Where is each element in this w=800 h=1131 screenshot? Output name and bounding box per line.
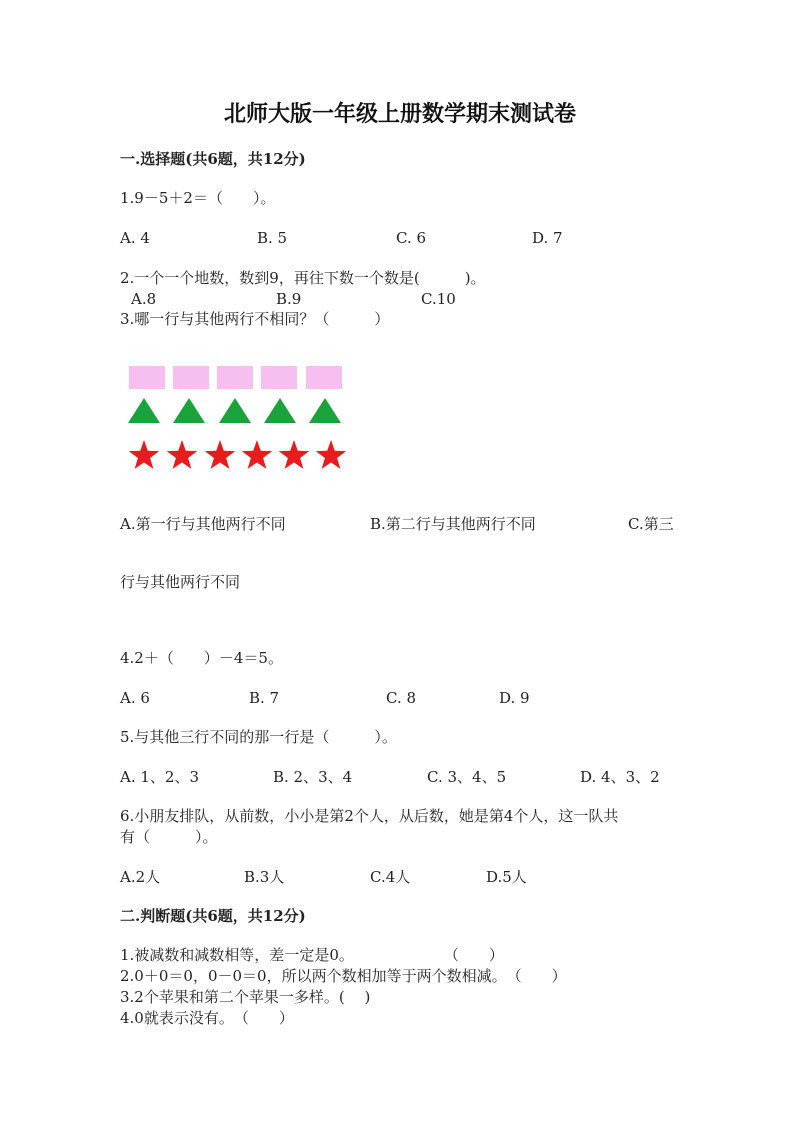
question-4-option-a: A. 6 bbox=[120, 689, 150, 707]
red-star bbox=[242, 440, 272, 469]
question-3-option-b: B.第二行与其他两行不同 bbox=[370, 515, 536, 533]
judgement-item-1: 1.被减数和减数相等，差一定是0。 （ ） bbox=[120, 946, 504, 964]
green-triangle bbox=[264, 398, 296, 423]
question-2-option-a: A.8 bbox=[131, 290, 157, 308]
question-3-figure bbox=[124, 360, 352, 480]
pink-rectangle bbox=[129, 366, 165, 389]
green-triangle bbox=[219, 398, 251, 423]
red-star bbox=[129, 440, 159, 469]
judgement-item-3: 3.2个苹果和第二个苹果一多样。( ) bbox=[120, 988, 371, 1006]
judgement-item-4: 4.0就表示没有。 （ ） bbox=[120, 1009, 294, 1027]
question-6-option-a: A.2人 bbox=[120, 868, 161, 886]
question-6-option-c: C.4人 bbox=[370, 868, 411, 886]
question-4-stem: 4.2＋（ ）－4＝5。 bbox=[120, 649, 283, 667]
question-3-stem: 3.哪一行与其他两行不相同？（ ） bbox=[120, 310, 390, 328]
question-1-stem: 1.9－5＋2＝（ ）。 bbox=[120, 189, 276, 207]
question-2-option-c: C.10 bbox=[421, 290, 456, 308]
question-1-option-c: C. 6 bbox=[396, 229, 427, 247]
section-heading-choice: 一.选择题(共6题，共12分) bbox=[120, 150, 306, 168]
question-1-option-b: B. 5 bbox=[257, 229, 288, 247]
question-3-option-c: C.第三 bbox=[628, 515, 674, 533]
question-5-option-a: A. 1、2、3 bbox=[120, 768, 199, 786]
question-4-option-c: C. 8 bbox=[386, 689, 417, 707]
question-5-option-c: C. 3、4、5 bbox=[427, 768, 507, 786]
figure-row-stars bbox=[129, 440, 346, 469]
green-triangle bbox=[309, 398, 341, 423]
question-5-option-b: B. 2、3、4 bbox=[273, 768, 353, 786]
figure-row-triangles bbox=[128, 398, 341, 423]
red-star bbox=[205, 440, 235, 469]
question-3-option-a: A.第一行与其他两行不同 bbox=[120, 515, 286, 533]
judgement-item-2: 2.0＋0＝0，0－0＝0，所以两个数相加等于两个数相减。 （ ） bbox=[120, 967, 567, 985]
question-1-option-a: A. 4 bbox=[120, 229, 150, 247]
question-2-stem: 2.一个一个地数，数到9，再往下数一个数是( )。 bbox=[120, 269, 486, 287]
question-5-option-d: D. 4、3、2 bbox=[580, 768, 660, 786]
figure-row-rectangles bbox=[129, 366, 342, 389]
pink-rectangle bbox=[261, 366, 297, 389]
question-2-option-b: B.9 bbox=[276, 290, 302, 308]
question-6-stem-line2: 有（ ）。 bbox=[120, 828, 218, 846]
pink-rectangle bbox=[217, 366, 253, 389]
question-6-option-d: D.5人 bbox=[486, 868, 527, 886]
pink-rectangle bbox=[173, 366, 209, 389]
question-6-stem-line1: 6.小朋友排队，从前数，小小是第2个人，从后数，她是第4个人，这一队共 bbox=[120, 807, 619, 825]
red-star bbox=[167, 440, 197, 469]
question-5-stem: 5.与其他三行不同的那一行是（ ）。 bbox=[120, 728, 397, 746]
green-triangle bbox=[173, 398, 205, 423]
question-1-option-d: D. 7 bbox=[532, 229, 563, 247]
question-4-option-d: D. 9 bbox=[499, 689, 530, 707]
red-star bbox=[316, 440, 346, 469]
red-star bbox=[279, 440, 309, 469]
green-triangle bbox=[128, 398, 160, 423]
question-4-option-b: B. 7 bbox=[249, 689, 280, 707]
question-6-option-b: B.3人 bbox=[244, 868, 285, 886]
question-3-option-c-continued: 行与其他两行不同 bbox=[120, 573, 241, 591]
pink-rectangle bbox=[306, 366, 342, 389]
section-heading-judgement: 二.判断题(共6题，共12分) bbox=[120, 907, 306, 925]
page-title: 北师大版一年级上册数学期末测试卷 bbox=[223, 101, 576, 127]
